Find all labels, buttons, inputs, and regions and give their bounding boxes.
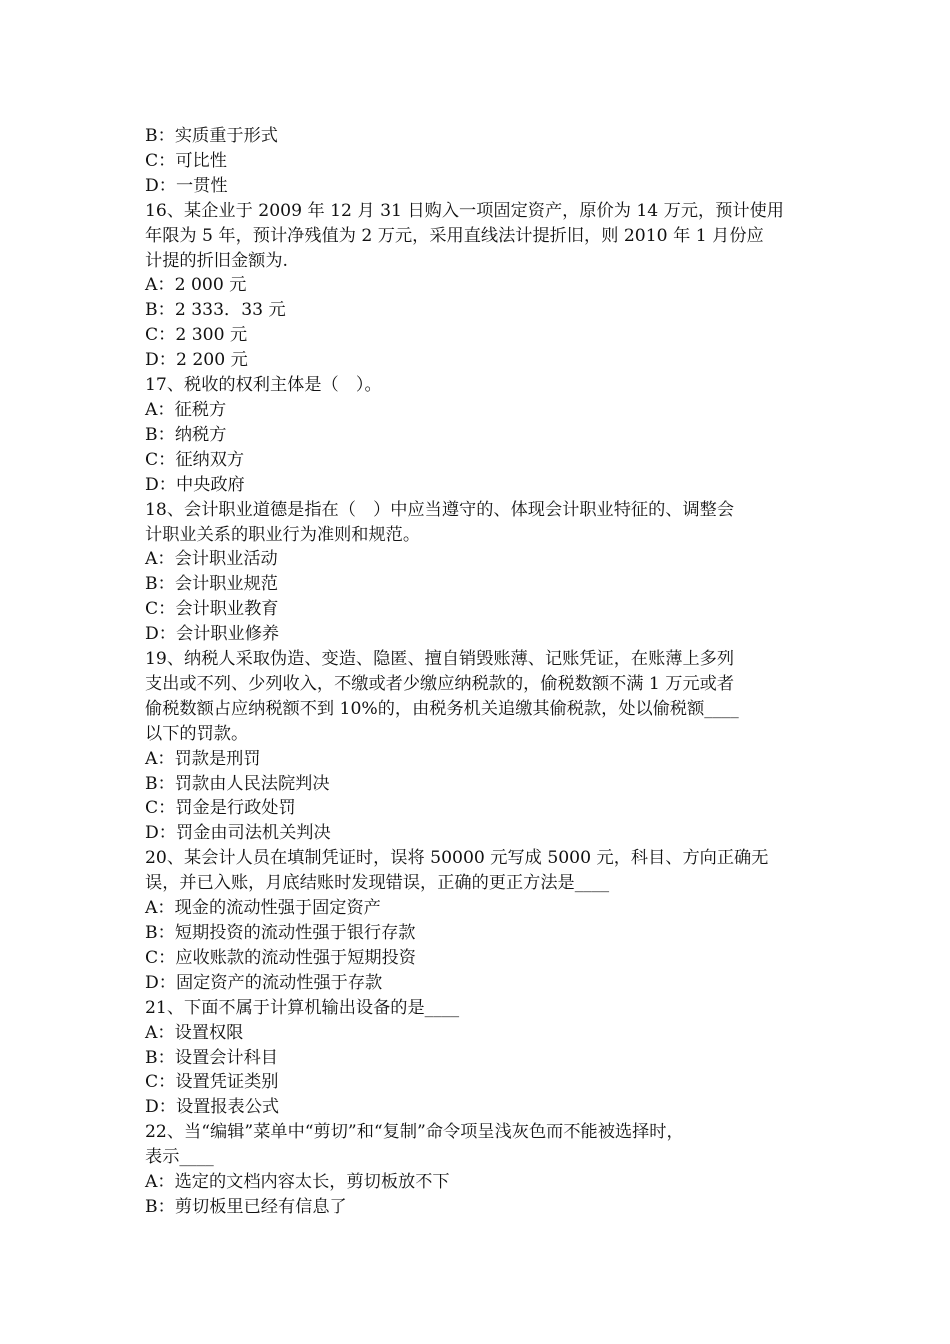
text-line: C：2 300 元 — [145, 325, 248, 346]
text-line: B：短期投资的流动性强于银行存款 — [145, 923, 416, 943]
text-line: 年限为 5 年，预计净残值为 2 万元，采用直线法计提折旧，则 2010 年 1 月份应 — [145, 225, 764, 246]
text-line: D：设置报表公式 — [145, 1097, 280, 1118]
document-page — [145, 124, 809, 1220]
text-line: 计提的折旧金额为. — [145, 250, 288, 271]
text-line: B：罚款由人民法院判决 — [145, 773, 330, 794]
text-line: 计职业关系的职业行为准则和规范。 — [145, 524, 421, 545]
text-line: B：设置会计科目 — [145, 1047, 278, 1068]
text-line: C：应收账款的流动性强于短期投资 — [145, 947, 416, 968]
text-line: 偷税数额占应纳税额不到 10%的，由税务机关追缴其偷税款，处以偷税额____ — [145, 698, 739, 719]
text-line: B：实质重于形式 — [145, 126, 278, 146]
text-line: 21、下面不属于计算机输出设备的是____ — [145, 997, 460, 1018]
text-line: 误，并已入账，月底结账时发现错误，正确的更正方法是____ — [145, 873, 610, 894]
text-line: C：可比性 — [145, 150, 227, 171]
text-line: 以下的罚款。 — [145, 723, 249, 744]
text-line: C：设置凭证类别 — [145, 1072, 279, 1093]
text-line: 20、某会计人员在填制凭证时，误将 50000 元写成 5000 元，科目、方向正确无 — [145, 848, 769, 869]
text-line: D：会计职业修养 — [145, 624, 280, 645]
text-line: 16、某企业于 2009 年 12 月 31 日购入一项固定资产，原价为 14 万元，预计使用 — [145, 200, 784, 221]
text-line: B：会计职业规范 — [145, 574, 278, 595]
text-line: B：2 333．33 元 — [145, 300, 286, 321]
text-line: D：固定资产的流动性强于存款 — [145, 972, 383, 993]
text-line: A：选定的文档内容太长，剪切板放不下 — [145, 1172, 450, 1193]
text-line: 支出或不列、少列收入，不缴或者少缴应纳税款的，偷税数额不满 1 万元或者 — [145, 673, 735, 694]
text-line: C：会计职业教育 — [145, 599, 279, 620]
text-line: C：罚金是行政处罚 — [145, 798, 296, 819]
text-line: A：现金的流动性强于固定资产 — [145, 898, 381, 919]
text-line: 表示____ — [145, 1147, 214, 1168]
text-line: B：剪切板里已经有信息了 — [145, 1196, 347, 1217]
text-line: A：罚款是刑罚 — [145, 748, 261, 769]
text-line: D：一贯性 — [145, 175, 228, 196]
text-line: A：2 000 元 — [145, 275, 247, 296]
text-line: D：2 200 元 — [145, 350, 248, 371]
text-line: 17、税收的权利主体是（ ）。 — [145, 375, 382, 396]
text-line: A：设置权限 — [145, 1022, 244, 1043]
text-line: B：纳税方 — [145, 424, 227, 445]
text-line: 22、当“编辑”菜单中“剪切”和“复制”命令项呈浅灰色而不能被选择时， — [145, 1122, 684, 1143]
text-line: A：征税方 — [145, 399, 227, 420]
text-line: D：罚金由司法机关判决 — [145, 823, 331, 844]
text-line: A：会计职业活动 — [145, 549, 278, 570]
text-line: D：中央政府 — [145, 474, 245, 495]
text-line: C：征纳双方 — [145, 449, 245, 470]
text-line: 18、会计职业道德是指在（ ）中应当遵守的、体现会计职业特征的、调整会 — [145, 499, 735, 520]
text-line: 19、纳税人采取伪造、变造、隐匿、擅自销毁账薄、记账凭证，在账薄上多列 — [145, 649, 735, 670]
